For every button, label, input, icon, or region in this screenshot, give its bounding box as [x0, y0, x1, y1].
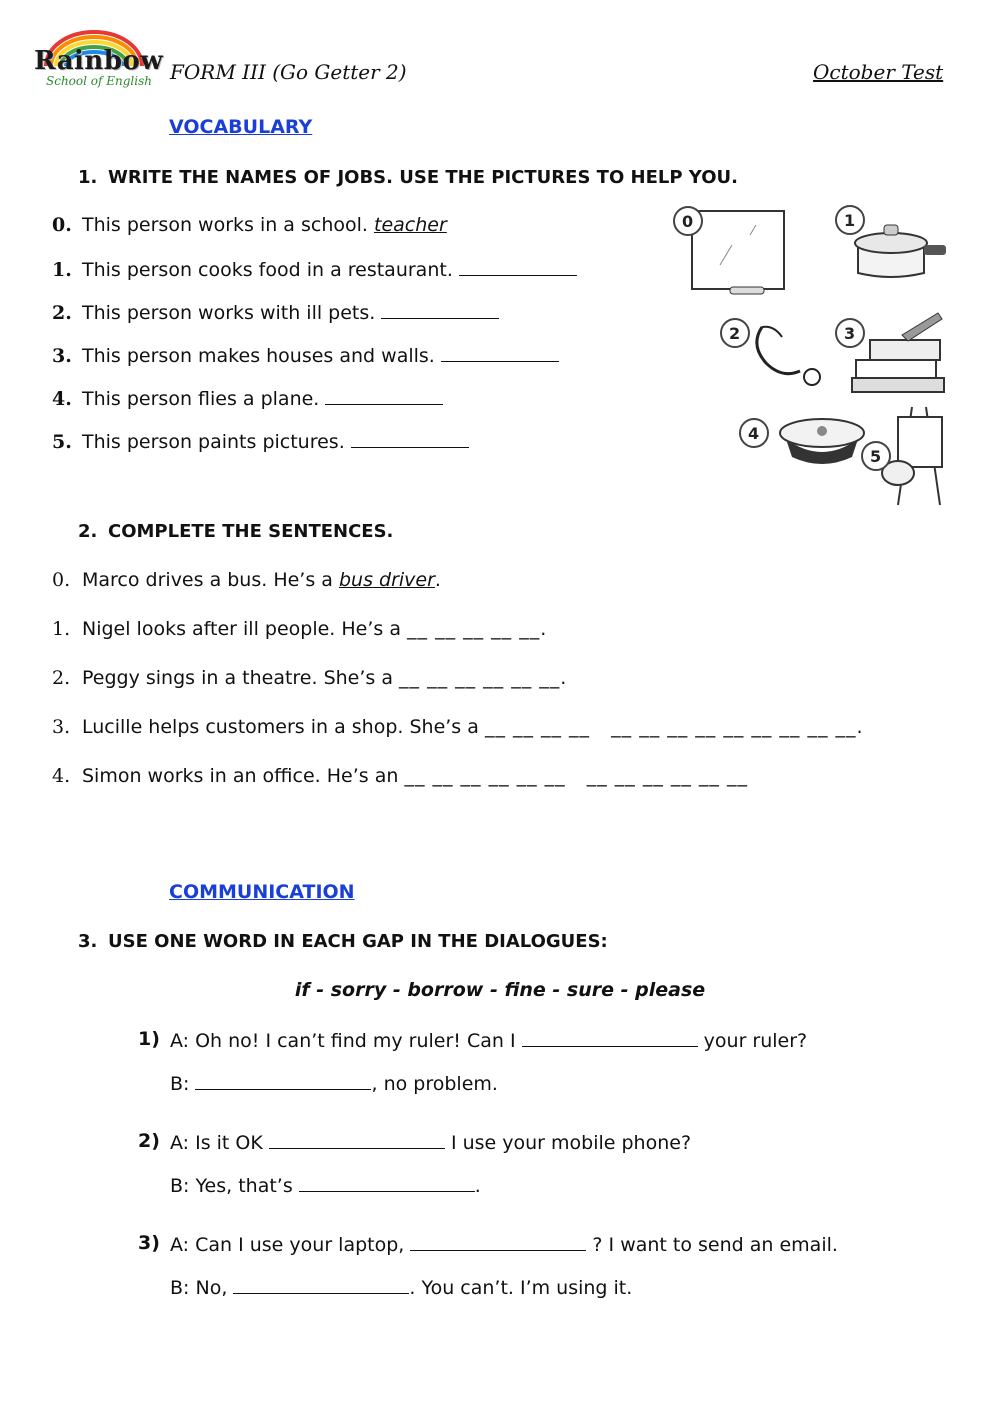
logo-wordmark: Rainbow: [34, 46, 164, 76]
item-number: 3.: [52, 345, 72, 367]
item-text: Peggy sings in a theatre. She’s a: [82, 667, 393, 689]
item-number: 4.: [52, 765, 71, 787]
dialogue-text: B: No,: [170, 1277, 228, 1299]
bricks-trowel-icon: [852, 313, 944, 392]
picture-label-4: [740, 419, 768, 447]
item-end: .: [540, 618, 547, 640]
picture-label-5: [862, 442, 890, 470]
answer-blank[interactable]: [459, 257, 577, 276]
item-number: 0.: [52, 214, 72, 236]
dialogue-3-b: [170, 1275, 632, 1299]
picture-label-3: [836, 319, 864, 347]
item-number: 5.: [52, 431, 72, 453]
dialogue-1-a: [138, 1028, 808, 1052]
q2-item-0: [52, 569, 441, 591]
q2-instruction: COMPLETE THE SENTENCES.: [108, 521, 394, 542]
q2-item-3: [52, 716, 863, 738]
item-end: .: [434, 569, 441, 591]
item-number: 2.: [52, 667, 71, 689]
stethoscope-icon: [757, 327, 820, 385]
item-text: This person works in a school.: [82, 214, 368, 236]
answer-blank[interactable]: [441, 343, 559, 362]
q3-heading: [78, 931, 608, 952]
answer-blank[interactable]: [351, 429, 469, 448]
q1-number: 1.: [78, 167, 98, 188]
word-bank: if - sorry - borrow - fine - sure - please: [294, 979, 706, 1001]
item-number: 1.: [52, 259, 72, 281]
dialogue-text: . You can’t. I’m using it.: [409, 1277, 633, 1299]
letter-dashes[interactable]: __ __ __ __ __ __ __ __ __ __ __ __ __: [484, 716, 857, 738]
item-text: Nigel looks after ill people. He’s a: [82, 618, 401, 640]
dialogue-number: 2): [138, 1130, 160, 1152]
dialogue-text: B: Yes, that’s: [170, 1175, 293, 1197]
q1-heading: [78, 167, 738, 188]
picture-label-1: [836, 206, 864, 234]
example-answer: bus driver: [338, 569, 435, 591]
item-number: 4.: [52, 388, 72, 410]
item-text: Lucille helps customers in a shop. She’s a: [82, 716, 479, 738]
q2-item-1: [52, 618, 546, 640]
q1-item-1: [52, 257, 577, 281]
letter-dashes[interactable]: __ __ __ __ __: [407, 618, 541, 640]
answer-blank[interactable]: [381, 300, 499, 319]
item-number: 0.: [52, 569, 71, 591]
q1-item-0: [52, 214, 447, 236]
item-text: Simon works in an office. He’s an: [82, 765, 399, 787]
example-answer: teacher: [374, 214, 447, 236]
q1-instruction: WRITE THE NAMES OF JOBS. USE THE PICTURES TO HELP YOU.: [108, 167, 738, 188]
item-number: 2.: [52, 302, 72, 324]
q1-item-3: [52, 343, 559, 367]
item-text: This person flies a plane.: [82, 388, 320, 410]
item-text: This person works with ill pets.: [82, 302, 376, 324]
answer-blank[interactable]: [269, 1130, 445, 1149]
item-number: 1.: [52, 618, 71, 640]
cooking-pot-icon: [855, 225, 946, 277]
dialogue-text: B:: [170, 1073, 190, 1095]
dialogue-text: A: Is it OK: [170, 1132, 263, 1154]
q1-item-5: [52, 429, 469, 453]
dialogue-text: .: [474, 1175, 481, 1197]
item-text: Marco drives a bus. He’s a: [82, 569, 333, 591]
dialogue-text: ? I want to send an email.: [592, 1234, 838, 1256]
svg-text:3: 3: [844, 324, 856, 343]
pilot-cap-icon: [780, 419, 864, 464]
dialogue-text: A: Can I use your laptop,: [170, 1234, 405, 1256]
job-pictures: [670, 195, 960, 515]
item-text: This person paints pictures.: [82, 431, 345, 453]
item-text: This person makes houses and walls.: [82, 345, 435, 367]
communication-heading: COMMUNICATION: [169, 881, 355, 903]
q2-item-4: [52, 765, 748, 787]
picture-label-2: [721, 319, 749, 347]
picture-label-0: [674, 207, 702, 235]
dialogue-2-b: [170, 1173, 481, 1197]
dialogue-3-a: [138, 1232, 838, 1256]
svg-text:4: 4: [748, 424, 760, 443]
logo-subtitle: School of English: [46, 74, 152, 88]
svg-text:1: 1: [844, 211, 856, 230]
dialogue-1-b: [170, 1071, 498, 1095]
answer-blank[interactable]: [233, 1275, 409, 1294]
dialogue-text: , no problem.: [371, 1073, 498, 1095]
q2-item-2: [52, 667, 566, 689]
school-logo: [32, 30, 164, 94]
svg-text:0: 0: [682, 212, 694, 231]
q2-number: 2.: [78, 521, 98, 542]
svg-text:5: 5: [870, 447, 882, 466]
item-end: .: [560, 667, 567, 689]
item-end: .: [856, 716, 863, 738]
q1-item-2: [52, 300, 499, 324]
answer-blank[interactable]: [195, 1071, 371, 1090]
item-number: 3.: [52, 716, 71, 738]
dialogue-text: I use your mobile phone?: [450, 1132, 692, 1154]
dialogue-number: 1): [138, 1028, 160, 1050]
letter-dashes[interactable]: __ __ __ __ __ __: [399, 667, 561, 689]
letter-dashes[interactable]: __ __ __ __ __ __ __ __ __ __ __ __: [404, 765, 748, 787]
q2-heading: [78, 521, 393, 542]
q3-instruction: USE ONE WORD IN EACH GAP IN THE DIALOGUES:: [108, 931, 608, 952]
answer-blank[interactable]: [410, 1232, 586, 1251]
answer-blank[interactable]: [325, 386, 443, 405]
test-name: October Test: [813, 60, 944, 84]
dialogue-text: your ruler?: [703, 1030, 808, 1052]
answer-blank[interactable]: [522, 1028, 698, 1047]
vocabulary-heading: VOCABULARY: [169, 116, 313, 138]
q3-number: 3.: [78, 931, 98, 952]
q1-item-4: [52, 386, 443, 410]
answer-blank[interactable]: [299, 1173, 475, 1192]
dialogue-2-a: [138, 1130, 692, 1154]
dialogue-number: 3): [138, 1232, 160, 1254]
svg-text:2: 2: [729, 324, 741, 343]
item-text: This person cooks food in a restaurant.: [82, 259, 453, 281]
whiteboard-icon: [692, 211, 784, 294]
dialogue-text: A: Oh no! I can’t find my ruler! Can I: [170, 1030, 516, 1052]
form-title: FORM III (Go Getter 2): [170, 60, 407, 84]
